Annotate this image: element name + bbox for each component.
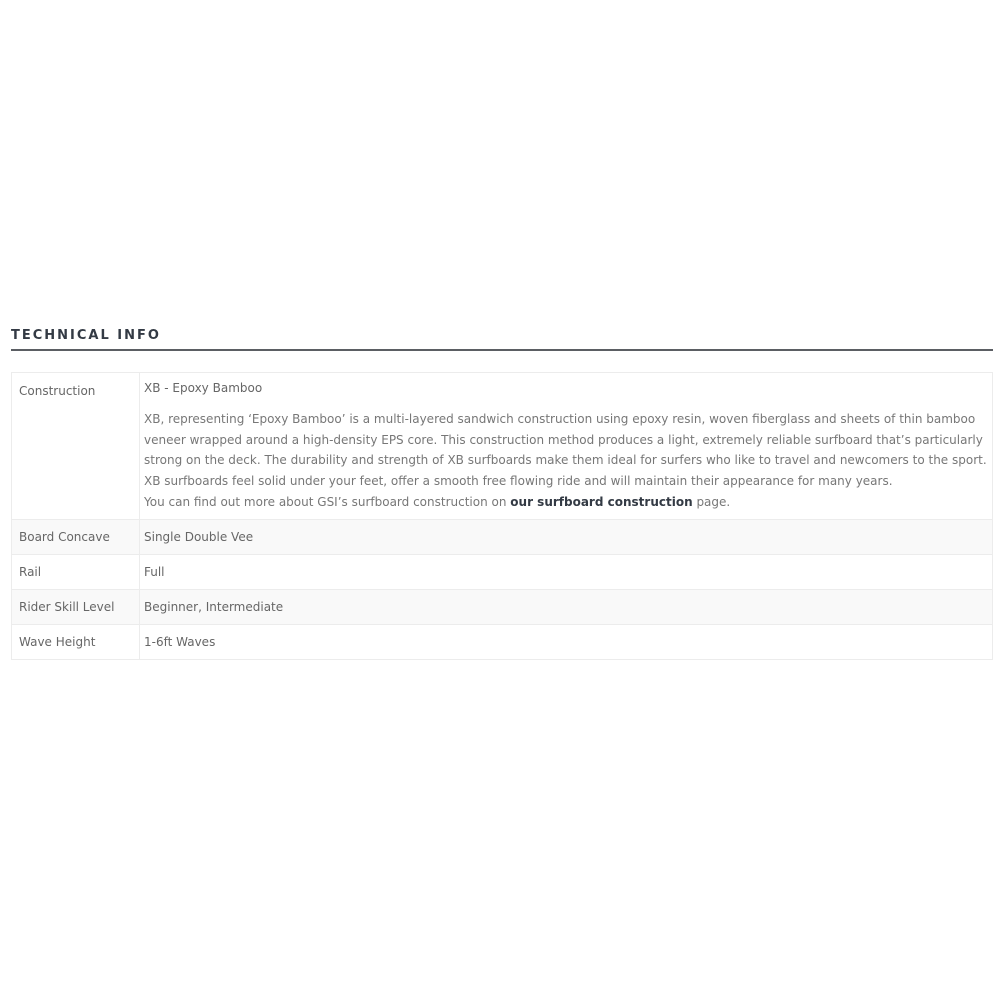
table-row-construction — [12, 373, 993, 520]
more-info-prefix: You can find out more about GSI’s surfboard construction on — [144, 494, 511, 509]
specs-table — [11, 372, 993, 660]
table-row-rider-skill-level — [12, 590, 993, 625]
more-info-suffix: page. — [692, 494, 731, 509]
construction-description — [144, 409, 988, 513]
spec-value: Beginner, Intermediate — [140, 590, 993, 625]
spec-label: Wave Height — [12, 625, 140, 660]
spec-value: Single Double Vee — [140, 520, 993, 555]
spec-value: Full — [140, 555, 993, 590]
table-row-rail — [12, 555, 993, 590]
spec-value-cell — [140, 373, 993, 520]
spec-label: Rail — [12, 555, 140, 590]
spec-label: Rider Skill Level — [12, 590, 140, 625]
spec-label: Construction — [12, 373, 140, 520]
description-text: XB, representing ‘Epoxy Bamboo’ is a multi-layered sandwich construction using epoxy resin, woven fiberglass and sheets of thin bamboo veneer wrapped around a high-density EPS core. This construction method produces a light, extremely reliable surfboard that’s particularly strong on the deck. The durability and strength of XB surfboards make them ideal for surfers who like to travel and newcomers to the sport. XB surfboards feel solid under your feet, offer a smooth free flowing ride and will maintain their appearance for many years. — [144, 412, 987, 489]
section-title: TECHNICAL INFO — [11, 328, 993, 351]
table-row-wave-height — [12, 625, 993, 660]
surfboard-construction-link[interactable]: our surfboard construction — [510, 494, 693, 509]
spec-value: XB - Epoxy Bamboo — [144, 381, 263, 395]
technical-info-section — [11, 328, 993, 660]
spec-label: Board Concave — [12, 520, 140, 555]
table-row-board-concave — [12, 520, 993, 555]
spec-value: 1-6ft Waves — [140, 625, 993, 660]
